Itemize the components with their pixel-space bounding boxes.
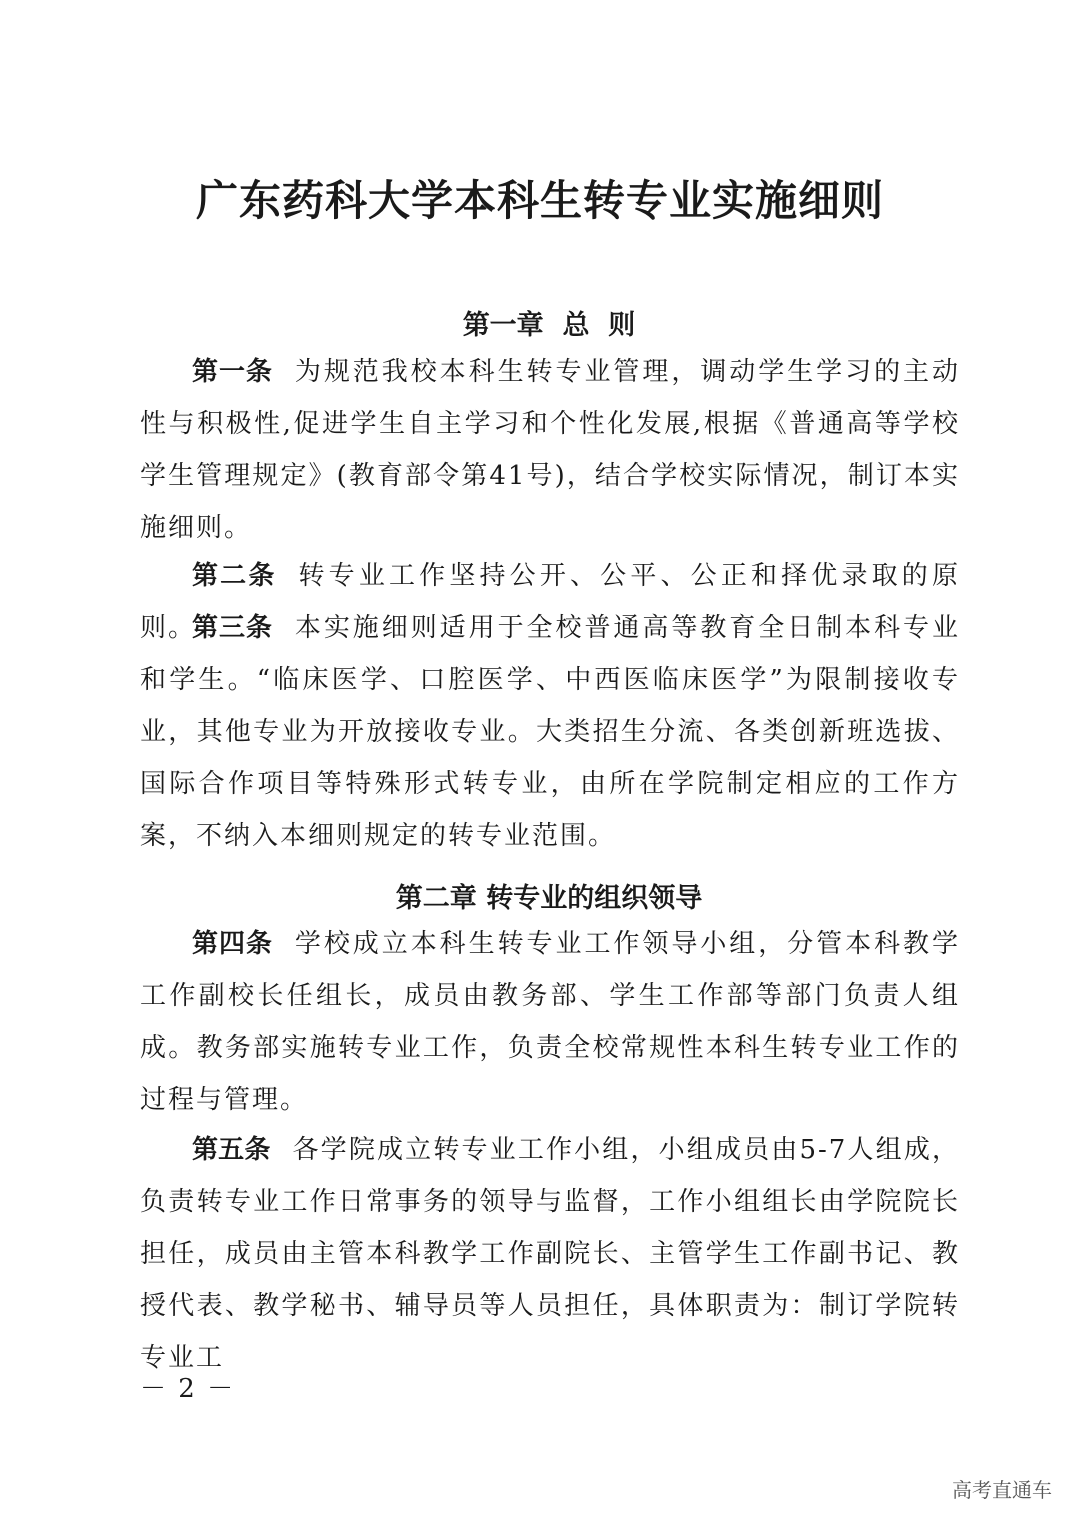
article-label: 第二条 [192, 561, 277, 591]
article-paragraph [140, 918, 960, 1126]
article-label: 第四条 [192, 929, 273, 959]
article-paragraph [140, 1124, 960, 1384]
article-paragraph [140, 346, 960, 554]
page-number: － 2 － [140, 1374, 236, 1404]
article-text: 转专业工作坚持公开、公平、公正和择优录取的原则。 [140, 561, 960, 643]
article-label: 第三条 [192, 613, 273, 643]
article-text: 为规范我校本科生转专业管理，调动学生学习的主动性与积极性,促进学生自主学习和个性化发展,根据《普通高等学校学生管理规定》(教育部令第41号)，结合学校实际情况，制订本实施细则。 [140, 357, 960, 543]
article-text: 本实施细则适用于全校普通高等教育全日制本科专业和学生。“临床医学、口腔医学、中西医临床医学”为限制接收专业，其他专业为开放接收专业。大类招生分流、各类创新班选拔、国际合作项目等特殊形式转专业，由所在学院制定相应的工作方案，不纳入本细则规定的转专业范围。 [140, 613, 960, 851]
source-watermark: 高考直通车 [952, 1478, 1052, 1502]
document-title: 广东药科大学本科生转专业实施细则 [195, 176, 884, 225]
article-paragraph [140, 602, 960, 862]
chapter-heading: 第二章 转专业的组织领导 [395, 883, 703, 914]
article-label: 第一条 [192, 357, 273, 387]
article-label: 第五条 [192, 1135, 271, 1165]
article-text: 各学院成立转专业工作小组，小组成员由5-7人组成，负责转专业工作日常事务的领导与监督，工作小组组长由学院院长担任，成员由主管本科教学工作副院长、主管学生工作副书记、教授代表、教学秘书、辅导员等人员担任，具体职责为：制订学院转专业工 [140, 1135, 960, 1373]
article-text: 学校成立本科生转专业工作领导小组，分管本科教学工作副校长任组长，成员由教务部、学生工作部等部门负责人组成。教务部实施转专业工作，负责全校常规性本科生转专业工作的过程与管理。 [140, 929, 960, 1115]
chapter-heading: 第一章 总 则 [462, 310, 636, 341]
